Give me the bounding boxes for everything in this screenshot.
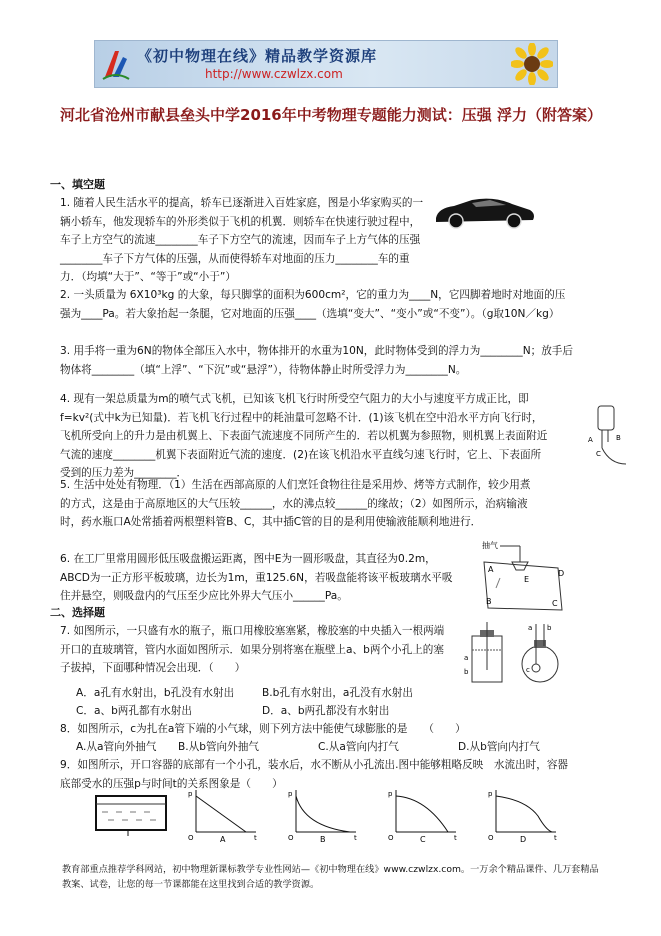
graph-b[interactable] — [288, 790, 357, 844]
graph-a-axis-p: p — [188, 790, 193, 798]
question-6: 6. 在工厂里常用圆形低压吸盘搬运距离，图中E为一圆形吸盘，其直径为0.2m，ABCD为一正方形平板玻璃，边长为1m，重125.6N，若吸盘能将该平板玻璃水平吸住并悬空，则吸盘内的气压至少应比外界大气压小______Pa。 — [60, 553, 453, 603]
question-2: 2. 一头质量为 6X10³kg 的大象，每只脚掌的面积为600cm²，它的重力为____N，它四脚着地时对地面的压强为____Pa。若大象抬起一条腿，它对地面的压强____（选填“变大”、“变小”或“不变”）。（g取10N／kg） — [60, 289, 566, 320]
graph-c-origin: O — [388, 834, 394, 842]
sunflower-icon — [511, 43, 553, 85]
graph-b-label: B — [320, 835, 326, 844]
svg-text:a: a — [464, 654, 469, 662]
bottle-figure — [462, 620, 564, 686]
graph-a-origin: O — [188, 834, 194, 842]
question-3: 3. 用手将一重为6N的物体全部压入水中，物体排开的水重为10N，此时物体受到的浮力为________N；放手后物体将________（填“上浮”、“下沉”或“悬浮”），待物体静止时所受浮力为________N。 — [60, 345, 573, 376]
graph-d-label: D — [520, 835, 527, 844]
suction-label: 抽气 — [482, 541, 498, 550]
document-title: 河北省沧州市献县垒头中学2016年中考物理专题能力测试：压强 浮力（附答案） — [60, 106, 602, 124]
svg-text:b: b — [464, 668, 469, 676]
graph-b-origin: O — [288, 834, 294, 842]
svg-text:B: B — [486, 597, 492, 606]
graph-d-origin: O — [488, 834, 494, 842]
question-5: 5. 生活中处处有物理．（1）生活在西部高原的人们烹饪食物往往是采用炒、烤等方式制作，较少用煮的方式，这是由于高原地区的大气压较______，水的沸点较______的缘故；（2）如图所示，治病输液时，药水瓶口A处常插着两根塑料管B、C，其中插C管的目的是利用使输液能顺利地进行． — [60, 479, 531, 529]
question-1: 1. 随着人民生活水平的提高，轿车已逐渐进入百姓家庭，图是小华家购买的一辆小轿车，他发现轿车的外形类似于飞机的机翼．则轿车在快速行驶过程中，车子上方空气的流速________车子下方空气的流速，因而车子上方气体的压强________车子下方气体的压强，从而使得轿车对地面的压力________车的重力．（均填“大于”、“等于”或“小于”） — [60, 197, 424, 284]
question-4: 4. 现有一架总质量为m的喷气式飞机，已知该飞机飞行时所受空气阻力的大小与速度平方成正比，即f=kv²(式中k为已知量)．若飞机飞行过程中的耗油量可忽略不计．(1)该飞机在空中沿水平方向飞行时，飞机所受向上的升力是由机翼上、下表面气流速度不同所产生的．若以机翼为参照物，则机翼上表面附近气流的速度________机翼下表面附近气流的速度．(2)在该飞机沿水平直线匀速飞行时，它上、下表面所受到的压力差为________． — [60, 393, 548, 480]
graph-c[interactable] — [388, 790, 457, 844]
car-figure — [432, 192, 537, 230]
q7-option-b: B.b孔有水射出，a孔没有水射出 — [262, 687, 413, 699]
svg-text:C: C — [596, 450, 601, 458]
graph-d[interactable] — [488, 790, 557, 844]
iv-drip-figure — [586, 402, 631, 472]
svg-text:B: B — [616, 434, 621, 442]
container-figure — [92, 790, 172, 836]
q8-option-b: B.从b管向外抽气 — [178, 741, 259, 753]
page-footer: 教育部重点推荐学科网站，初中物理新课标教学专业性网站—《初中物理在线》www.czwlzx.com。一万余个精品课件、几万套精品教案、试卷，让您的每一节课都能在这里找到合适的教学资源。 — [62, 864, 599, 890]
section-choice-heading: 二、选择题 — [50, 606, 105, 619]
q7-option-d: D．a、b两孔都没有水射出 — [262, 705, 390, 717]
svg-text:E: E — [524, 575, 530, 584]
graph-a[interactable] — [188, 790, 257, 844]
svg-text:c: c — [526, 666, 530, 674]
graph-c-axis-t: t — [454, 834, 457, 842]
suction-cup-figure — [478, 538, 568, 614]
graph-b-axis-t: t — [354, 834, 357, 842]
graph-a-axis-t: t — [254, 834, 257, 842]
q8-option-a: A.从a管向外抽气 — [76, 741, 157, 753]
graph-c-label: C — [420, 835, 426, 844]
section-fill-heading: 一、填空题 — [50, 178, 105, 191]
svg-text:a: a — [528, 624, 533, 632]
q8-option-c: C.从a管向内打气 — [318, 741, 399, 753]
graph-a-label: A — [220, 835, 226, 844]
header-banner — [94, 40, 558, 88]
svg-text:A: A — [488, 565, 494, 574]
svg-text:C: C — [552, 599, 558, 608]
question-7: 7. 如图所示，一只盛有水的瓶子，瓶口用橡胶塞塞紧，橡胶塞的中央插入一根两端开口的直玻璃管，管内水面如图所示．如果分别将塞在瓶壁上a、b两个小孔上的塞子拔掉，下面哪种情况会出现．（ ） — [60, 625, 445, 675]
q7-option-a: A．a孔有水射出，b孔没有水射出 — [76, 687, 235, 699]
question-8: 8．如图所示，c为扎在a管下端的小气球，则下列方法中能使气球膨胀的是 （ ） — [60, 723, 466, 735]
svg-text:b: b — [547, 624, 552, 632]
graph-d-axis-p: p — [488, 790, 493, 798]
q8-option-d: D.从b管向内打气 — [458, 741, 540, 753]
q7-option-c: C．a、b两孔都有水射出 — [76, 705, 192, 717]
banner-title: 《初中物理在线》精品教学资源库 — [137, 47, 378, 65]
svg-text:A: A — [588, 436, 593, 444]
banner-url[interactable]: http://www.czwlzx.com — [205, 67, 343, 81]
svg-text:D: D — [558, 569, 565, 578]
question-9: 9．如图所示，开口容器的底部有一个小孔，装水后，水不断从小孔流出.图中能够粗略反映 水流出时，容器底部受水的压强p与时间t的关系图象是（ ） — [60, 759, 569, 790]
site-logo-icon — [101, 47, 131, 81]
graph-d-axis-t: t — [554, 834, 557, 842]
p-t-graphs — [186, 786, 586, 844]
graph-c-axis-p: p — [388, 790, 393, 798]
graph-b-axis-p: p — [288, 790, 293, 798]
